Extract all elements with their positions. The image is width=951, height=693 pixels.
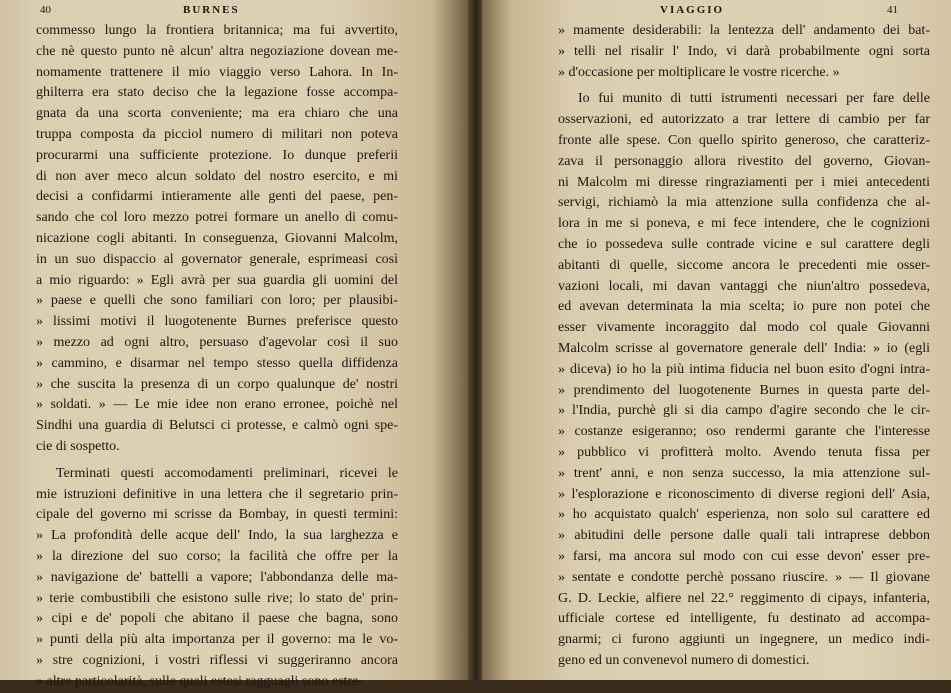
left-page-text [36,21,398,693]
text-line: cie di sospetto. [36,438,120,454]
text-line: decisi a confidarmi intieramente alle genti del paese, pen- [36,189,398,205]
right-page [482,0,951,680]
text-line: nomamente trattenere il mio viaggio verso Lahora. In In- [36,64,398,80]
text-line: » soldati. » — Le mie idee non erano erronee, poichè nel [36,397,398,413]
text-line: » cammino, e disarmar nel tempo stesso quella diffidenza [36,355,398,371]
right-running-head: VIAGGIO [660,4,725,16]
text-line: » costanze esigeranno; oso rendermi garante che l'interesse [558,424,930,440]
text-line: esser vivamente incoraggito dal modo col quale Giovanni [558,320,930,336]
text-line: cipale del governo mi scrisse da Bombay, in questi termini: [36,507,398,523]
text-line: » la direzione del suo corso; la facilità che offre per la [36,548,398,564]
text-line: » cipi e de' popoli che abitano il paese che bagna, sono [36,611,398,627]
text-line: truppa composta da picciol numero di militari non poteva [36,126,398,142]
text-line: in un suo dispaccio al governator generale, esprimeasi così [36,251,398,267]
right-page-text [558,21,930,672]
text-line: ghilterra era stato deciso che la legazione fosse accompa- [36,85,398,101]
text-line: ed avevan determinata la mia scelta; io pure non potei che [558,299,930,315]
text-line: procurarmi una sufficiente protezione. Io dunque preferii [36,147,398,163]
text-line: geno ed un convenevol numero di domestici. [558,652,810,668]
text-line: commesso lungo la frontiera britannica; ma fui avvertito, [36,23,398,38]
left-page [0,0,470,689]
text-line: » che suscita la presenza di un corpo qualunque de' nostri [36,376,398,392]
text-line: di non aver meco alcun soldato del nostro esercito, e mi [36,168,398,184]
text-line: » mezzo ad ogni altro, persuaso d'agevolar così il suo [36,334,398,350]
text-line: sando che col loro mezzo potrei formare un anello di comu- [36,210,398,226]
text-line: » lissimi motivi il luogotenente Burnes preferisce questo [36,314,398,330]
text-line: Malcolm scrisse al governatore generale dell' India: » io (egli [558,340,930,356]
text-line: mie istruzioni definitive in una lettera che il segretario prin- [36,486,398,502]
text-line: G. D. Leckie, alfiere nel 22.° reggimento di cipays, infanteria, [558,590,930,606]
text-line: » abitudini delle persone dalle quali tali intraprese debbon [558,528,930,544]
text-line: » telli nel risalir l' Indo, vi darà probabilmente ogni sorta [558,43,930,59]
text-line: » prendimento del luogotenente Burnes in questa parte del- [558,382,930,398]
text-line: » pubblico vi profitterà molto. Avendo tenuta fissa per [558,444,930,460]
text-line: ufficiale cortese ed intelligente, fu destinato ad accompa- [558,611,930,627]
text-line: Sindhi una guardia di Belutsci ci protesse, e calmò ogni spe- [36,418,398,434]
text-line: » punti della più alta importanza per il governo: ma le vo- [36,632,398,648]
text-line: » terie combustibili che esistono sulle rive; lo stato de' prin- [36,590,398,606]
text-line: lora in me si poneva, e mi fece intendere, che le cognizioni [558,216,930,232]
text-line: » sentate e condotte perchè possano riuscire. » — Il giovane [558,569,930,585]
text-line: gnata da una scorta conveniente; ma era chiaro che una [36,106,398,122]
text-line: che nè questo punto nè alcun' altra negoziazione dovean me- [36,43,398,59]
text-line: » mamente desiderabili: la lentezza dell' andamento dei bat- [558,23,930,38]
text-line: » d'occasione per moltiplicare le vostre ricerche. » [558,64,840,80]
text-line: » trent' anni, e non senza successo, la mia attenzione sul- [558,465,930,481]
text-line: Terminati questi accomodamenti preliminari, ricevei le [56,465,398,481]
text-line: » paese e quelli che sono familiari con loro; per plausibi- [36,293,398,309]
text-line: servigi, richiamò la mia attenzione sulla confidenza che al- [558,195,930,211]
text-line: che io possedeva sulle contrade vicine e sul carattere degli [558,236,930,252]
left-page-number: 40 [40,4,51,16]
text-line: » stre cognizioni, i vostri riflessi vi suggeriranno ancora [36,652,398,668]
text-line: osservazioni, ed autorizzato a trar lettere di cambio per far [558,112,930,128]
text-line: vazioni locali, mi davan vantaggi che niun'altro possedeva, [558,278,930,294]
text-line: ni Malcolm mi diresse ringraziamenti per i miei antecedenti [558,174,930,190]
text-line: » navigazione de' battelli a vapore; l'abbondanza delle ma- [36,569,398,585]
text-line: Io fui munito di tutti istrumenti necessari per fare delle [578,91,930,107]
text-line: » altre particolarità, sulle quali estesi ragguagli sono estre- [36,673,363,689]
text-line: » farsi, ma ancora sul modo con cui esse devon' esser pre- [558,548,930,564]
text-line: » diceva) io ho la più intima fiducia nel buon esito d'ogni intra- [558,361,930,377]
text-line: » l'esplorazione e riconoscimento di diverse regioni dell' Asia, [558,486,930,502]
text-line: » La profondità delle acque dell' Indo, la sua larghezza e [36,528,398,544]
text-line: nicazione cogli abitanti. In conseguenza, Giovanni Malcolm, [36,230,398,246]
text-line: » l'India, purchè gli si dia campo d'agire secondo che le cir- [558,403,930,419]
text-line: abitanti di quelle, siccome ancora le precedenti mie osser- [558,257,930,273]
text-line: fronte alle spese. Con quello spirito generoso, che caratteriz- [558,132,930,148]
text-line: zava il personaggio allora rivestito del governo, Giovan- [558,153,930,169]
right-page-number: 41 [887,4,898,16]
text-line: a mio riguardo: » Egli avrà per sua guardia gli uomini del [36,272,398,288]
text-line: » ho acquistato qualch' esperienza, non solo sul carattere ed [558,507,930,523]
left-running-head: BURNES [183,4,240,16]
text-line: gnarmi; ci furono aggiunti un ingegnere, un medico indi- [558,632,930,648]
